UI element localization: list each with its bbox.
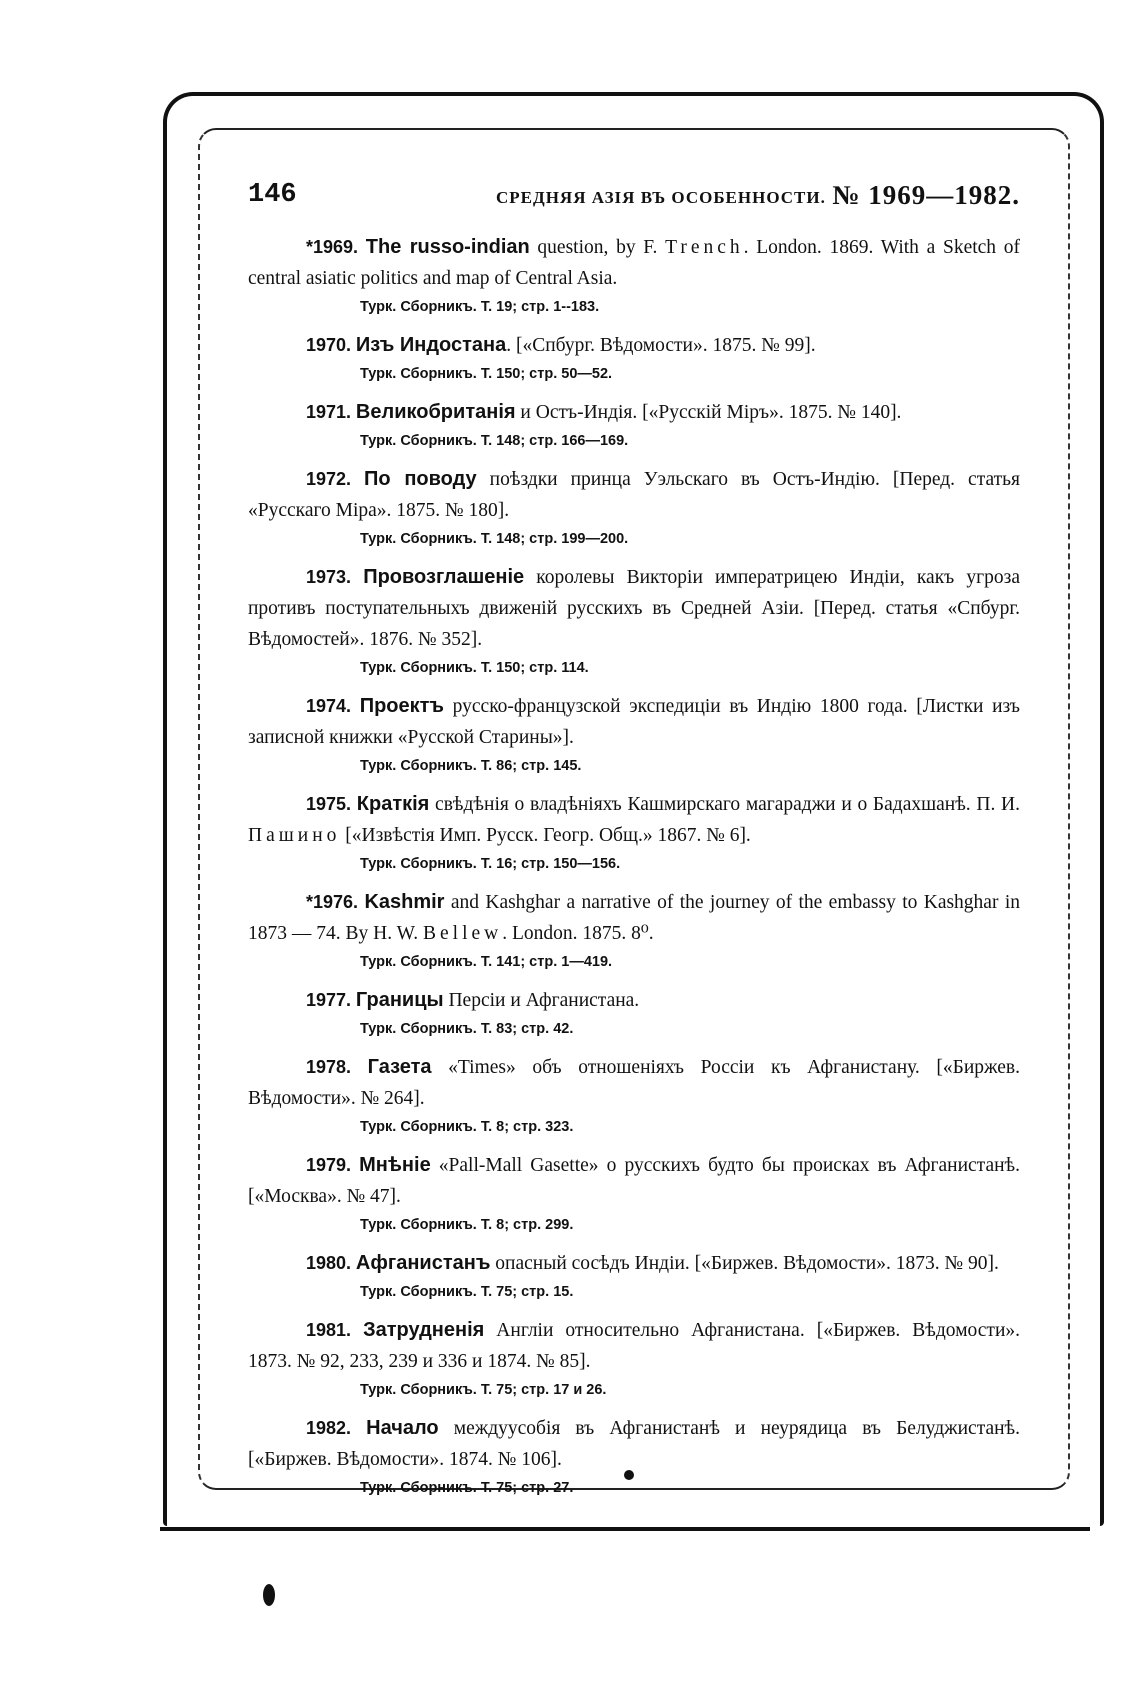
bibliography-entry	[248, 887, 1020, 973]
entry-author: Trench	[665, 237, 744, 258]
entry-reference: Турк. Сборникъ. Т. 150; стр. 114.	[360, 660, 589, 676]
entry-sep	[351, 1057, 368, 1078]
entry-text	[248, 1052, 1020, 1114]
entry-body: свѣдѣнія о владѣніяхъ Кашмирскаго магараджи и о Бадахшанѣ. П. И.	[429, 794, 1021, 815]
bibliography-entry	[248, 1413, 1020, 1499]
bibliography-entry	[248, 562, 1020, 679]
entry-number: 1972.	[306, 469, 352, 489]
entry-reference: Турк. Сборникъ. Т. 148; стр. 166—169.	[360, 433, 629, 449]
entry-number: 1970.	[306, 335, 352, 355]
entry-reference: Турк. Сборникъ. Т. 16; стр. 150—156.	[360, 856, 621, 872]
entry-reference: Турк. Сборникъ. Т. 150; стр. 50—52.	[360, 366, 613, 382]
bottom-rule	[160, 1527, 1090, 1531]
entry-reference: Турк. Сборникъ. Т. 75; стр. 17 и 26.	[360, 1382, 607, 1398]
entry-heading: Начало	[366, 1417, 439, 1439]
entry-body: «Times» объ отношеніяхъ Россіи къ Афганистану. [«Биржев. Вѣдомости». № 264].	[248, 1057, 1020, 1109]
entry-reference: Турк. Сборникъ. Т. 148; стр. 199—200.	[360, 531, 629, 547]
entry-body: поѣздки принца Уэльскаго въ Остъ-Индію. [Перед. статья «Русскаго Міра». 1875. № 180].	[248, 469, 1021, 521]
entry-number: 1978.	[306, 1057, 352, 1077]
entry-sep	[351, 567, 363, 588]
entry-text	[248, 691, 1020, 753]
entry-heading: Kashmir	[364, 891, 445, 913]
entry-body: question, by F.	[529, 237, 666, 258]
entry-reference: Турк. Сборникъ. Т. 141; стр. 1—419.	[360, 954, 613, 970]
entry-text	[248, 464, 1020, 526]
entry-text	[248, 887, 1020, 949]
entry-sep	[351, 1418, 366, 1439]
entry-number: 1971.	[306, 402, 352, 422]
page-number: 146	[248, 180, 297, 210]
entry-author: Bellew	[422, 923, 503, 944]
bibliography-entry	[248, 789, 1020, 875]
entry-body: «Pall-Mall Gasette» о русскихъ будто бы происках въ Афганистанѣ. [«Москва». № 47].	[248, 1155, 1020, 1207]
entry-range: № 1969—1982.	[832, 180, 1020, 210]
bibliography-entry	[248, 1150, 1020, 1236]
entry-text	[248, 330, 1020, 361]
entry-body: Персіи и Афганистана.	[443, 990, 640, 1011]
entry-body: . [«Спбург. Вѣдомости». 1875. № 99].	[506, 335, 816, 356]
entry-reference: Турк. Сборникъ. Т. 83; стр. 42.	[360, 1021, 574, 1037]
entry-text	[248, 1413, 1020, 1475]
entry-text	[248, 1248, 1020, 1279]
entry-number: 1980.	[306, 1253, 352, 1273]
ink-blot	[263, 1584, 275, 1606]
entry-sep	[351, 1320, 363, 1341]
entry-number: 1975.	[306, 794, 352, 814]
entry-number: 1973.	[306, 567, 352, 587]
entry-number: 1982.	[306, 1418, 352, 1438]
entry-body: междуусобія въ Афганистанѣ и неурядица въ Белуджистанѣ. [«Биржев. Вѣдомости». 1874. № 106].	[248, 1418, 1021, 1470]
entry-heading: Проектъ	[359, 695, 445, 717]
entry-text	[248, 1150, 1020, 1212]
entry-heading: Краткія	[356, 793, 430, 815]
entry-heading: Границы	[355, 989, 444, 1011]
entry-sep	[358, 237, 366, 258]
entry-heading: По поводу	[364, 468, 477, 490]
entry-number: 1977.	[306, 990, 352, 1010]
entry-sep	[351, 1155, 359, 1176]
entry-heading: Великобританія	[355, 401, 516, 423]
entry-text	[248, 789, 1020, 851]
entry-number: *1969.	[306, 237, 359, 257]
entry-text	[248, 562, 1020, 655]
bibliography-entry	[248, 330, 1020, 385]
entry-number: *1976.	[306, 892, 359, 912]
entry-sep	[351, 696, 360, 717]
entry-body: and Kashghar a narrative of the journey of the embassy to Kashghar in 1873 — 74. By H. W.	[248, 892, 1020, 944]
entry-body: Англіи относительно Афганистана. [«Биржев. Вѣдомости». 1873. № 92, 233, 239 и 336 и 1874. № 85].	[248, 1320, 1021, 1372]
entry-text	[248, 1315, 1020, 1377]
bibliography-entry	[248, 691, 1020, 777]
bibliography-entry	[248, 1315, 1020, 1401]
entry-body: опасный сосѣдъ Индіи. [«Биржев. Вѣдомости». 1873. № 90].	[490, 1253, 999, 1274]
entry-reference: Турк. Сборникъ. Т. 8; стр. 299.	[360, 1217, 574, 1233]
bibliography-entry	[248, 1052, 1020, 1138]
running-title: СРЕДНЯЯ АЗІЯ ВЪ ОСОБЕННОСТИ.	[496, 188, 826, 207]
entry-reference: Турк. Сборникъ. Т. 75; стр. 27.	[360, 1480, 574, 1496]
entry-body: русско-французской экспедиціи въ Индію 1800 года. [Листки изъ записной книжки «Русской Старины»].	[248, 696, 1021, 748]
entry-reference: Турк. Сборникъ. Т. 19; стр. 1--183.	[360, 299, 600, 315]
bibliography-entry	[248, 397, 1020, 452]
entry-number: 1981.	[306, 1320, 352, 1340]
entry-reference: Турк. Сборникъ. Т. 8; стр. 323.	[360, 1119, 574, 1135]
bibliography-entry	[248, 1248, 1020, 1303]
entry-number: 1979.	[306, 1155, 352, 1175]
entry-sep	[351, 469, 364, 490]
entry-heading: Мнѣніе	[359, 1154, 431, 1176]
entry-reference: Турк. Сборникъ. Т. 86; стр. 145.	[360, 758, 582, 774]
entry-heading: Затрудненія	[363, 1319, 485, 1341]
entry-text	[248, 232, 1020, 294]
bibliography-entries	[248, 232, 1020, 1511]
entry-body: и Остъ-Индія. [«Русскій Міръ». 1875. № 140].	[515, 402, 902, 423]
entry-number: 1974.	[306, 696, 352, 716]
entry-text	[248, 397, 1020, 428]
entry-heading: The russo-indian	[365, 236, 530, 258]
entry-reference: Турк. Сборникъ. Т. 75; стр. 15.	[360, 1284, 574, 1300]
entry-body-tail: . London. 1875. 8⁰.	[502, 923, 654, 944]
entry-heading: Афганистанъ	[355, 1252, 491, 1274]
entry-heading: Газета	[367, 1056, 432, 1078]
entry-author: Пашино	[248, 825, 341, 846]
entry-body-tail: . London. 1869. With a Sketch of central asiatic politics and map of Central Asia.	[248, 237, 1020, 289]
bibliography-entry	[248, 464, 1020, 550]
bibliography-entry	[248, 232, 1020, 318]
bibliography-entry	[248, 985, 1020, 1040]
entry-body-tail: [«Извѣстія Имп. Русск. Геогр. Общ.» 1867. № 6].	[340, 825, 751, 846]
entry-heading: Провозглашеніе	[363, 566, 525, 588]
entry-heading: Изъ Индостана	[355, 334, 507, 356]
entry-body: королевы Викторіи императрицею Индіи, какъ угроза противъ поступательныхъ движеній русскихъ въ Средней Азіи. [Перед. статья «Спбург. Вѣдомостей». 1876. № 352].	[248, 567, 1021, 650]
page-header	[248, 180, 1020, 216]
entry-text	[248, 985, 1020, 1016]
